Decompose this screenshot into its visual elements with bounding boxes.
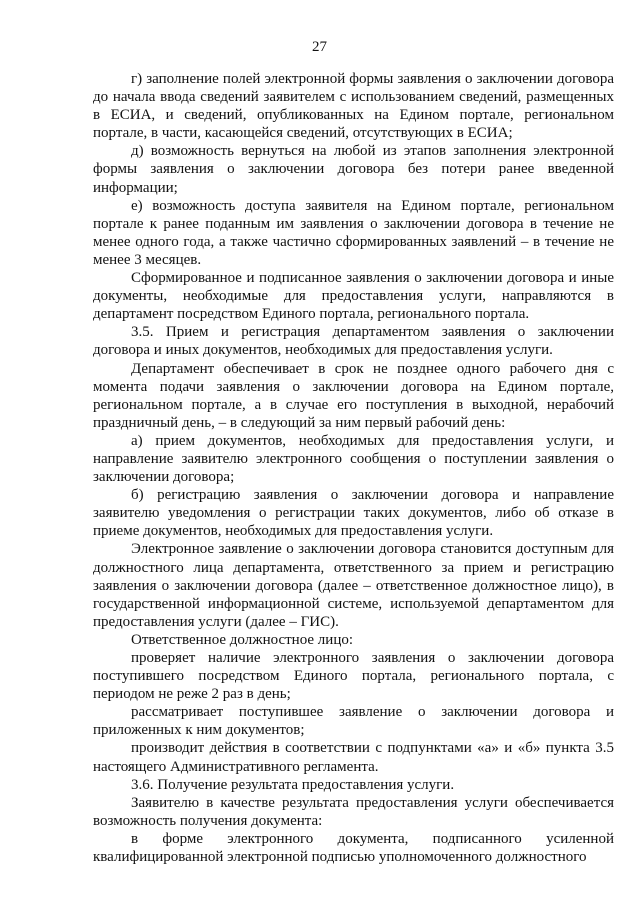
- paragraph-performs: производит действия в соответствии с подпунктами «а» и «б» пункта 3.5 настоящего Административного регламента.: [93, 740, 614, 775]
- paragraph-department-ensures: Департамент обеспечивает в срок не позднее одного рабочего дня с момента подачи заявления о заключении договора на Едином портале, региональном портале, а в случае его поступления в выходной, нерабочий праздничный день, – в следующий за ним первый рабочий день:: [93, 360, 614, 431]
- paragraph-d: д) возможность вернуться на любой из этапов заполнения электронной формы заявления о заключении договора без потери ранее введенной информации;: [93, 143, 614, 196]
- paragraph-electronic-form: в форме электронного документа, подписанного усиленной квалифицированной электронной подписью уполномоченного должностного: [93, 830, 614, 866]
- paragraph-electronic-application: Электронное заявление о заключении договора становится доступным для должностного лица департамента, ответственного за прием и регистрацию заявления о заключении договора (далее – ответственное должностное лицо), в государственной информационной системе, используемой департаментом для предоставления услуги (далее – ГИС).: [93, 541, 614, 630]
- paragraph-signed-application: Сформированное и подписанное заявления о заключении договора и иные документы, необходимые для предоставления услуги, направляются в департамент посредством Единого портала, регионального портала.: [93, 270, 614, 323]
- paragraph-a: а) прием документов, необходимых для предоставления услуги, и направление заявителю электронного сообщения о поступлении заявления о заключении договора;: [93, 432, 614, 486]
- page-number: 27: [312, 39, 327, 55]
- section-3-5-heading: 3.5. Прием и регистрация департаментом заявления о заключении договора и иных документов, необходимых для предоставления услуги.: [93, 324, 614, 359]
- paragraph-checks: проверяет наличие электронного заявления о заключении договора поступившего посредством Единого портала, регионального портала, с периодом не реже 2 раз в день;: [93, 650, 614, 703]
- paragraph-b: б) регистрацию заявления о заключении договора и направление заявителю уведомления о регистрации таких документов, либо об отказе в приеме документов, необходимых для предоставления услуги.: [93, 487, 614, 540]
- section-3-6-heading: 3.6. Получение результата предоставления услуги.: [131, 776, 455, 793]
- document-body: [93, 70, 614, 866]
- paragraph-e: е) возможность доступа заявителя на Едином портале, региональном портале к ранее поданным им заявления о заключении договора в течение не менее одного года, а также частично сформированных заявлений – в течение не менее 3 месяцев.: [93, 197, 614, 268]
- paragraph-result: Заявителю в качестве результата предоставления услуги обеспечивается возможность получения документа:: [93, 794, 614, 829]
- paragraph-g: г) заполнение полей электронной формы заявления о заключении договора до начала ввода сведений заявителем с использованием сведений, размещенных в ЕСИА, и сведений, опубликованных на Едином портале, региональном портале, в части, касающейся сведений, отсутствующих в ЕСИА;: [93, 71, 614, 142]
- paragraph-reviews: рассматривает поступившее заявление о заключении договора и приложенных к ним документов;: [93, 704, 614, 739]
- paragraph-responsible-official: Ответственное должностное лицо:: [131, 631, 354, 648]
